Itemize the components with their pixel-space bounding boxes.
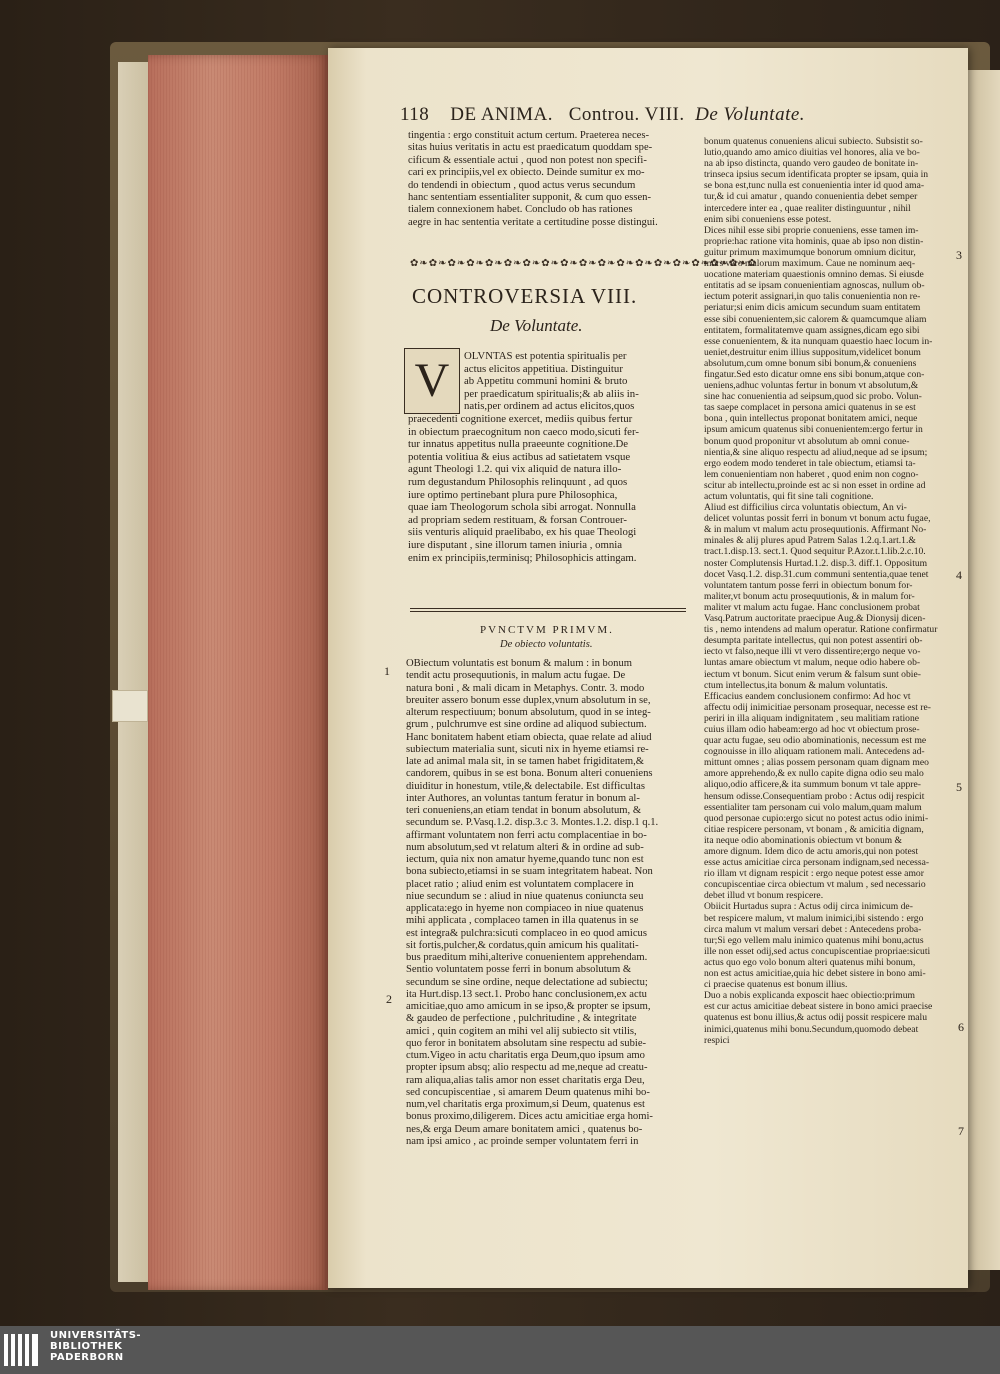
text-line: ille non esset odij,sed actus concupiscentiae propriae:sicuti xyxy=(704,945,931,957)
text-line: ab Appetitu communi homini & bruto xyxy=(464,375,628,388)
text-line: bonum quod proponitur vt absolutum ab omni conue- xyxy=(704,435,910,447)
text-line: trinseca ipsius secum identificata propter se ipsam, quia in xyxy=(704,169,929,181)
text-line: delicet voluntas possit ferri in bonum vt bonum actu fugae, xyxy=(704,513,931,525)
text-line: secundum se. P.Vasq.1.2. disp.3.c 3. Montes.1.2. disp.1 q.1. xyxy=(406,817,659,829)
text-line: affirmant voluntatem non ferri actu complacentiae in bo- xyxy=(406,829,647,841)
text-line: ueniens,adhuc voluntas fertur in bonum vt absolutum,& xyxy=(704,380,919,392)
text-line: desumpta paritate intellectus, qui non potest assentiri ob- xyxy=(704,635,923,647)
text-line: rio illam vt dignam respicit : ergo neque potest esse amor xyxy=(704,868,924,880)
text-line: tis , nemo intendens ad malum operatur. Ratione confirmatur xyxy=(704,624,938,636)
text-line: bona , quin intellectus proponat bonitatem amici, neque xyxy=(704,413,918,425)
text-line: siis venturis aliquid praelibabo, ex his quae Theologi xyxy=(408,526,637,539)
text-line: cificum & essentiale actui , quod non potest non specifi- xyxy=(408,154,647,166)
text-line: actus elicitos appetitiua. Distinguitur xyxy=(464,362,623,375)
text-line: esse actus amicitiae circa personam indignam,sed necessa- xyxy=(704,857,930,869)
text-line: quar actu fugae, seu odio abominationis, necessum est me xyxy=(704,735,927,747)
text-line: grum , pulchrumve est sine ordine ad aliquod subiectum. xyxy=(406,719,647,731)
text-line: noster Complutensis Hurtad.1.2. disp.3. diff.1. Oppositum xyxy=(704,557,928,569)
text-line: amore apprehendo,& ex nullo capite digna odio seu malo xyxy=(704,768,924,780)
text-line: nientia,& sine aliquo respectu ad aliud,neque ad se ipsum; xyxy=(704,446,928,458)
text-line: num,vel charitatis erga proximum,si Deum, quatenus est xyxy=(406,1099,645,1110)
text-line: ram aliqua,alias talis amor non esset charitatis erga Deu, xyxy=(406,1074,645,1086)
text-line: hanc sententiam essentialiter supponit, & cum quo essen- xyxy=(408,192,652,204)
text-line: Efficacius eandem conclusionem confirmo: Ad hoc vt xyxy=(704,690,911,702)
text-line: periri in illa aliquam indignitatem , seu malitiam ratione xyxy=(704,712,920,724)
text-line: do tendendi in obiectum , quod actus verus secundum xyxy=(408,179,636,191)
left-column-body xyxy=(406,658,686,1148)
text-line: aegre in hac sententia veritate a certitudine posse distingui. xyxy=(408,216,658,228)
text-line: bona subiecto,etiamsi in se suam integritatem habeat. Non xyxy=(406,866,653,878)
text-line: tingentia : ergo constituit actum certum. Praeterea neces- xyxy=(408,130,650,141)
text-line: iectum vt bonum. Sicut enim verum & falsum sunt obie- xyxy=(704,668,921,680)
text-line: voluntatem tantum posse ferri in obiectum bonum for- xyxy=(704,579,913,591)
text-line: cari ex principiis,vel ex obiecto. Deinde sumitur ex mo- xyxy=(408,167,645,179)
text-line: num absolutum,sed vt relatum alteri & in ordine ad sub- xyxy=(406,841,644,853)
text-line: natura boni , & mali dicam in Metaphys. Contr. 3. modo xyxy=(406,682,645,694)
text-line: OLVNTAS est potentia spiritualis per xyxy=(464,350,627,362)
text-line: quod personae cupio:ergo sicut no potest actus odio inimi- xyxy=(704,812,929,824)
text-line: bet respicere malum, vt malum inimici,ibi sistendo : ergo xyxy=(704,912,924,924)
text-line: Sentio voluntatem posse ferri in bonum absolutum & xyxy=(406,964,632,976)
margin-number: 2 xyxy=(386,992,392,1006)
text-line: guitur primum maximumque bonorum omnium dicitur, xyxy=(704,246,916,258)
margin-number: 5 xyxy=(956,780,962,794)
text-line: nam ipsi amico , ac proinde semper voluntatem ferri in xyxy=(406,1135,639,1147)
text-line: Duo a nobis explicanda exposcit haec obiectio:primum xyxy=(704,990,916,1002)
text-line: ergo eodem modo tenderet in tale obiectum, etiamsi ta- xyxy=(704,457,916,469)
controversy-label: Controu. VIII. xyxy=(568,104,685,125)
running-title: DE ANIMA. xyxy=(450,104,553,125)
text-line: actum voluntatis, qui fit sine tali cognitione. xyxy=(704,491,874,502)
text-line: ueniet,destruitur enim illius suppositum,videlicet bonum xyxy=(704,346,921,358)
logo-line: BIBLIOTHEK xyxy=(50,1341,123,1352)
text-line: citiae respicere personam, vt bonam , & amicitia dignam, xyxy=(704,823,924,835)
text-line: applicata:ego in hyeme non compiaceo in niue quatenus xyxy=(406,903,644,914)
text-line: esse sibi conuenientem,sic calorem & quamcumque aliam xyxy=(704,313,927,325)
text-line: actus quo ego volo bonum alteri quatenus mihi bonum, xyxy=(704,956,916,968)
text-line: alterum respectiuum; bonum absolutum, quod in se integ- xyxy=(406,707,651,718)
text-line: Hanc bonitatem habent etiam obiecta, quae relate ad aliud xyxy=(406,731,652,743)
text-line: ci praecise quatenus est bonum illius. xyxy=(704,979,848,991)
bookmark-slip xyxy=(112,690,148,722)
text-line: tendit actu prosequutionis, in malum actu fugae. De xyxy=(406,670,626,682)
text-line: diuiditur in honestum, vtile,& delectabile. Est difficultas xyxy=(406,780,646,792)
text-line: inimici,quatenus mihi bonu.Secundum,quomodo debeat xyxy=(704,1023,919,1035)
text-line: amici , quin cogitem an mihi vel alij subiecto sit vtilis, xyxy=(406,1025,637,1037)
text-line: quae iam Theologorum schola sibi arrogat. Nonnulla xyxy=(408,501,636,514)
text-line: sitas huius veritatis in actu est praedicatum quoddam spe- xyxy=(408,142,653,154)
text-line: maliter,vt bonum actu prosequutionis, & in malum for- xyxy=(704,590,915,602)
text-line: fingatur.Sed esto dicatur omne ens sibi bonum,atque con- xyxy=(704,368,925,380)
text-line: tract.1.disp.13. sect.1. Quod sequitur P.Azor.t.1.lib.2.c.10. xyxy=(704,546,926,558)
library-logo-text xyxy=(50,1330,141,1363)
text-line: Aliud est difficilius circa voluntatis obiectum, An vi- xyxy=(704,502,907,514)
text-line: Dices nihil esse sibi proprie conueniens, esse tamen im- xyxy=(704,224,919,236)
library-logo-icon xyxy=(4,1334,38,1366)
text-line: hensum odisse.Consequentiam probo : Actus odij respicit xyxy=(704,790,925,802)
text-line: mors vero malorum maximum. Caue ne nominum aeq- xyxy=(704,258,916,270)
section-subtitle: De Voluntate. xyxy=(490,316,583,335)
text-line: absolutum,cum omne bonum sibi bonum,& conueniens xyxy=(704,357,917,369)
text-line: est integra& pulchra:sicuti complaceo in eo quod amicus xyxy=(406,927,647,939)
text-line: circa malum vt malum versari debet : Antecedens proba- xyxy=(704,923,922,935)
library-footer-bar xyxy=(0,1326,1000,1374)
text-line: amicitiae,quo amo amicum in se ipso,& propter se ipsum, xyxy=(406,1001,651,1012)
text-line: subiectum materialia sunt, sicuti nix in hyeme etiamsi re- xyxy=(406,743,649,755)
text-line: se bona est,tunc nulla est conuenientia inter id quod ama- xyxy=(704,180,925,192)
text-line: propter ipsum absq; alio respectu ad me,neque ad creatu- xyxy=(406,1062,648,1074)
page-number: 118 xyxy=(400,104,430,125)
text-line: lutio,quando amo amico diuitias vel honores, alia ve bo- xyxy=(704,147,920,159)
text-line: maliter vt malum actu fugae. Hanc conclusionem probat xyxy=(704,601,920,613)
text-line: sed concupiscentiae , si amarem Deum quatenus mihi bo- xyxy=(406,1086,650,1098)
text-line: debet illud vt bonum respicere. xyxy=(704,890,824,902)
text-line: Obiicit Hurtadus supra : Actus odij circa inimicum de- xyxy=(704,901,913,913)
text-line: teri conueniens,an etiam tendat in bonum absolutum, & xyxy=(406,805,642,816)
text-line: tur;Si ego vellem malu inimico quatenus mihi bonu,actus xyxy=(704,934,924,946)
text-line: intercedere inter ea , quae realiter distinguuntur , nihil xyxy=(704,202,911,214)
text-line: scitur ab intellectu,proinde est ac si non esset in ordine ad xyxy=(704,479,926,491)
section-title: CONTROVERSIA VIII. xyxy=(412,284,638,308)
text-line: late ad animal mala sit, in se tamen habet frigiditatem,& xyxy=(406,756,644,767)
next-page-edge xyxy=(968,70,1000,1270)
text-line: OBiectum voluntatis est bonum & malum : in bonum xyxy=(406,658,632,669)
text-line: breuiter assero bonum esse duplex,vnum absolutum in se, xyxy=(406,694,651,706)
text-line: nes,& erga Deum amare bonitatem amici , quatenus bo- xyxy=(406,1123,643,1135)
intro-paragraph xyxy=(408,350,688,564)
margin-number: 1 xyxy=(384,664,390,678)
text-line: ctum.Vigeo in actu charitatis erga Deum,quo ipsum amo xyxy=(406,1050,645,1061)
text-line: sit fortis,pulcher,& cordatus,quin amicum his qualitati- xyxy=(406,939,639,951)
punctum-subtitle: De obiecto voluntatis. xyxy=(500,639,593,650)
logo-line: UNIVERSITÄTS- xyxy=(50,1330,142,1341)
margin-number: 7 xyxy=(958,1124,964,1138)
text-line: uocatione materiam quaestionis omnino demas. Si eiusde xyxy=(704,269,924,281)
text-line: bus praeditum mihi,alterive conuenientem apprehendam. xyxy=(406,952,648,963)
text-line: entitatis ad se ipsam conuenientiam agnoscas, nullum ob- xyxy=(704,280,925,292)
text-line: niue secundum se : aliud in niue quatenus coniuncta seu xyxy=(406,890,644,902)
text-line: mihi applicata , complaceo tamen in illa quatenus in se xyxy=(406,915,639,927)
text-line: tialem connexionem habet. Concludo ob has rationes xyxy=(408,204,633,216)
text-line: respici xyxy=(704,1034,730,1046)
text-line: est cur actus amicitiae debeat sistere in bono amici praecise xyxy=(704,1001,933,1013)
text-line: agunt Theologi 1.2. qui vix aliquid de natura illo- xyxy=(408,463,622,476)
text-line: Vasq.Patrum auctoritate praecipue Aug.& Dionysij dicen- xyxy=(704,613,926,625)
text-line: iure disputant , sine illorum tamen iniuria , omnia xyxy=(408,538,623,551)
text-line: praecedenti cognitione exercet, mediis quibus fertur xyxy=(408,412,633,425)
text-line: natis,per ordinem ad actus elicitos,quos xyxy=(464,400,635,413)
text-line: iectum, quia nix non amatur hyeme,quando tunc non est xyxy=(406,854,644,865)
text-line: cognouisse in illo aliquam rationem mali. Antecedens ad- xyxy=(704,746,925,758)
running-header xyxy=(400,104,805,126)
ornament-band: ✿❧✿❧✿❧✿❧✿❧✿❧✿❧✿❧✿❧✿❧✿❧✿❧✿❧✿❧✿❧✿❧✿❧✿❧✿ xyxy=(410,258,758,269)
text-line: ad propriam sedem restituam, & forsan Controuer- xyxy=(408,513,627,526)
margin-number: 3 xyxy=(956,248,962,262)
text-line: luntas amare obiectum vt malum, neque odio habere ob- xyxy=(704,657,921,669)
text-line: mittunt omnes ; alias possem personam quam dignam meo xyxy=(704,757,929,769)
text-line: minales & alij plures apud Patrem Salas 1.2.q.1.art.1.& xyxy=(704,535,916,547)
text-line: ipsum amicum quatenus sibi conuenientem:ergo fertur in xyxy=(704,424,923,436)
right-column xyxy=(704,136,960,1046)
logo-line: PADERBORN xyxy=(50,1352,124,1363)
text-line: lem conuenientiam non haberet , quod enim non cogno- xyxy=(704,468,919,480)
text-line: in obiectum praecognitum non caeco modo,sicuti fer- xyxy=(408,425,639,438)
text-line: enim sibi conueniens esse potest. xyxy=(704,213,832,225)
text-line: non est actus amicitiae,quia hic debet sistere in bono ami- xyxy=(704,968,926,980)
text-line: candorem, quibus in se est bona. Bonum alteri conueniens xyxy=(406,768,653,780)
text-line: iecto vt falso,neque illi vt vero dissentire;ergo neque vo- xyxy=(704,646,921,658)
punctum-title: PVNCTVM PRIMVM. xyxy=(480,624,614,636)
text-line: bonus proximo,diligerem. Dices actu amicitiae erga homi- xyxy=(406,1111,653,1123)
text-line: ctum intellectus,ita bonum & malum voluntatis. xyxy=(704,679,888,691)
text-line: sine hac conuenientia ad seipsum,quod sic probo. Volun- xyxy=(704,391,922,403)
section-rule xyxy=(410,608,686,612)
margin-number: 6 xyxy=(958,1020,964,1034)
text-line: secundum se sine ordine, neque delectatione ad subiectu; xyxy=(406,976,648,988)
text-line: aliquo,odio afficere,& ita summum bonum vt tale appre- xyxy=(704,779,921,791)
text-line: tur innatus appetitus nulla praeeunte cognitione.De xyxy=(408,438,629,451)
topic-label: De Voluntate. xyxy=(695,104,806,125)
text-line: bonum quatenus conueniens alicui subiecto. Subsistit so- xyxy=(704,136,923,147)
text-line: quo feror in bonitatem absolutam sine respectu ad subie- xyxy=(406,1037,647,1049)
text-line: inter Authores, an voluntas tantum feratur in bonum al- xyxy=(406,792,640,804)
decorated-initial: V xyxy=(404,348,460,414)
text-line: & in malum vt malum actu prosequutionis. Affirmant No- xyxy=(704,524,927,536)
text-line: enim ex principiis,terminisq; Philosophicis attingam. xyxy=(408,551,637,564)
text-line: tur,& id cui amatur , quando conuenientia debet semper xyxy=(704,191,918,203)
page-edges xyxy=(148,55,328,1290)
text-line: placet ratio ; aliud enim est voluntatem complacere in xyxy=(406,878,634,890)
text-line: essentialiter tam personam cui volo malum,quam malum xyxy=(704,801,922,813)
text-line: iure optimo pertinebant plura pure Philosophica, xyxy=(408,488,618,501)
text-line: quatenus est bonu illius,& actus odij possit respicere malu xyxy=(704,1012,928,1024)
text-line: & gaudeo de perfectione , pulchritudine , & integritate xyxy=(406,1013,637,1025)
text-line: na ab ipso distincta, quando vero gaudeo de bonitate in- xyxy=(704,158,919,170)
text-line: affectu odij inimicitiae personam prosequar, necesse est re- xyxy=(704,701,931,713)
text-line: per praedicatum spiritualis;& ab aliis in- xyxy=(464,387,639,400)
margin-number: 4 xyxy=(956,568,962,582)
text-line: cuius illam odio habeam:ergo ad hoc vt obiectum prose- xyxy=(704,723,920,735)
text-line: esse conuenientem, & ita nunquam quaestio haec locum in- xyxy=(704,335,933,347)
text-line: ita neque odio abominationis obiectum vt bonum & xyxy=(704,834,902,846)
text-line: iectum poterit assignari,in quo talis conuenientia non re- xyxy=(704,291,921,303)
text-line: proprie:hac ratione vita hominis, quae ab ipso non distin- xyxy=(704,235,924,247)
text-line: concupiscentiae circa obiectum vt malum , sed necessario xyxy=(704,879,926,891)
text-line: ita Hurt.disp.13 sect.1. Probo hanc conclusionem,ex actu xyxy=(406,988,647,1000)
text-line: potentia volitiua & eius actibus ad satietatem vsque xyxy=(408,450,631,463)
text-line: entitatem, formalitatemve quam assignes,dicam ego sibi xyxy=(704,324,920,336)
text-line: docet Vasq.1.2. disp.31.cum communi sententia,quae tenet xyxy=(704,568,929,580)
text-line: amore dignum. Idem dico de actu amoris,qui non potest xyxy=(704,846,919,857)
text-line: tas saepe complacet in persona amici quatenus in se est xyxy=(704,402,916,414)
left-column-top xyxy=(408,130,684,229)
text-line: periatur;si enim dicis amicum secundum suam entitatem xyxy=(704,302,921,314)
text-line: rum degustandum Philosophis relinquunt , ad quos xyxy=(408,475,628,488)
